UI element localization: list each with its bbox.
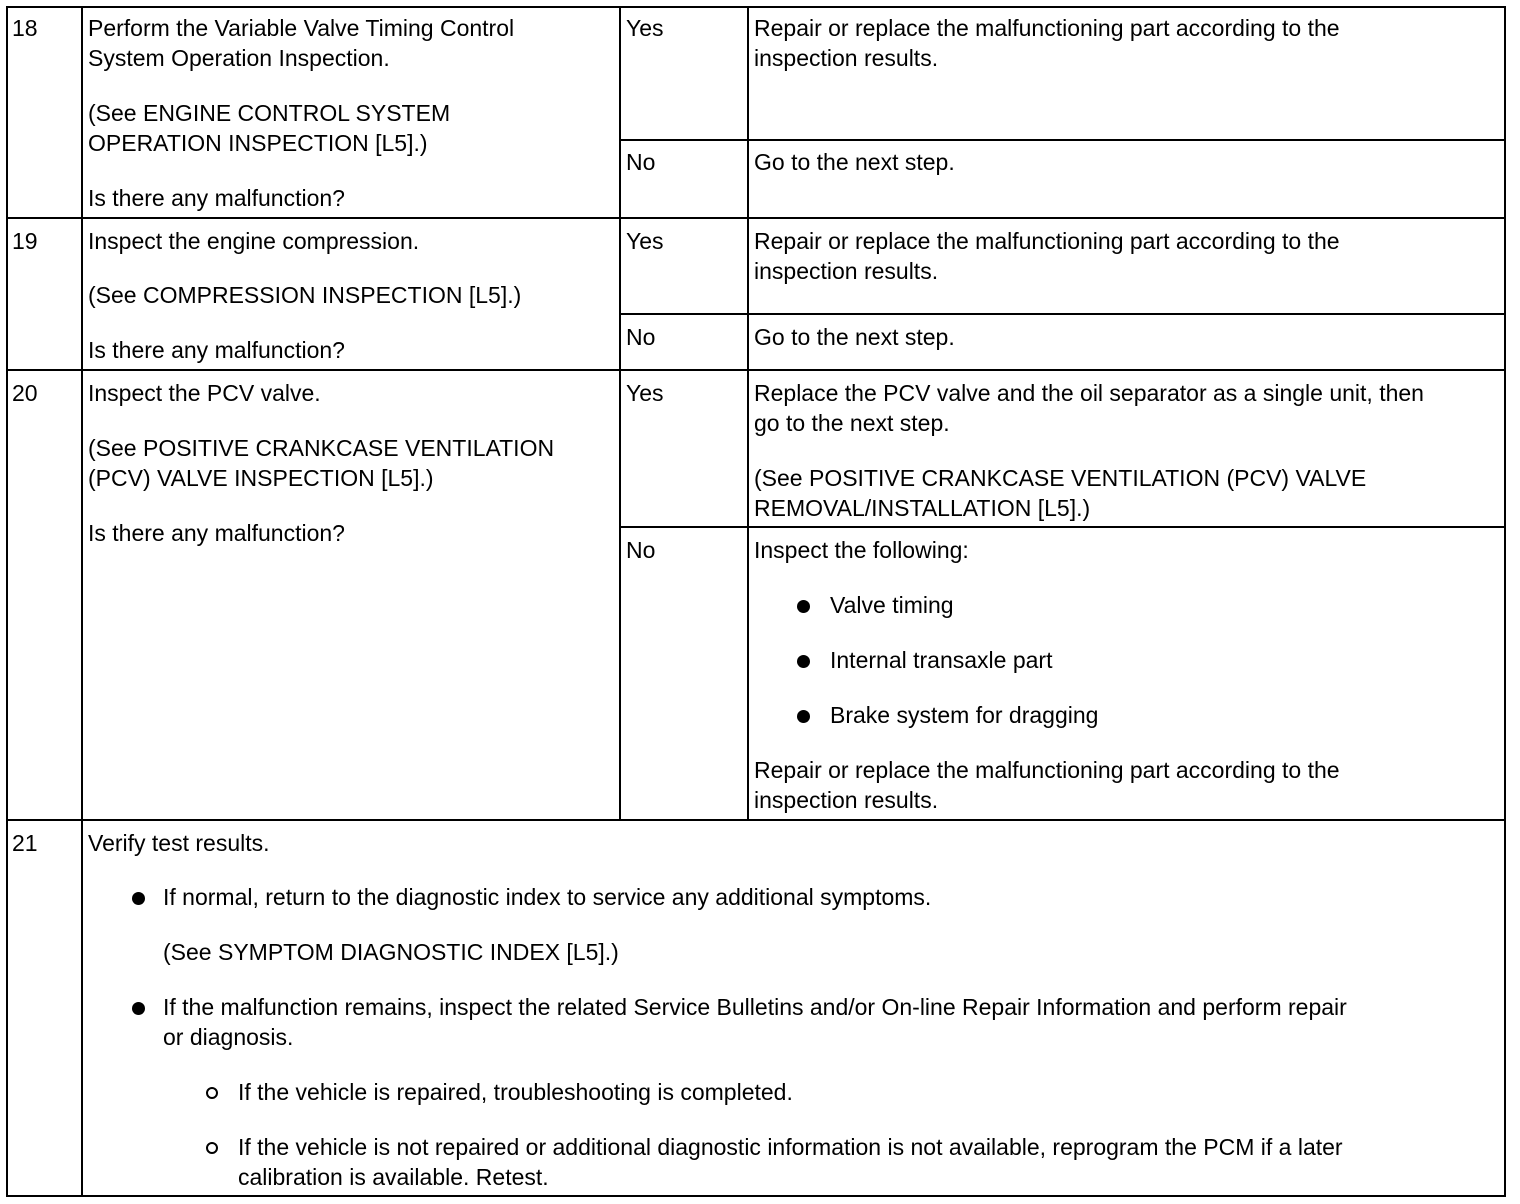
yes-no-divider (620, 139, 1506, 141)
step-action-line: Inspect the engine compression. (88, 228, 420, 254)
no-result-line: Go to the next step. (754, 324, 955, 350)
no-result-line: inspection results. (754, 787, 939, 813)
no-result-line: Go to the next step. (754, 149, 955, 175)
step-number: 21 (12, 830, 38, 856)
step-reference: (See POSITIVE CRANKCASE VENTILATION (88, 435, 555, 461)
bullet-icon (797, 655, 810, 668)
step-question: Is there any malfunction? (88, 520, 345, 546)
yes-label: Yes (626, 228, 664, 254)
step-action-line: Inspect the PCV valve. (88, 380, 321, 406)
step-reference: (See COMPRESSION INSPECTION [L5].) (88, 282, 522, 308)
bullet-icon (132, 892, 145, 905)
yes-result-line: inspection results. (754, 45, 939, 71)
step-reference: (See SYMPTOM DIAGNOSTIC INDEX [L5].) (163, 939, 619, 965)
row-divider (6, 217, 1506, 219)
step-action-line: Perform the Variable Valve Timing Control (88, 15, 515, 41)
no-label: No (626, 324, 656, 350)
verify-bullet: If the malfunction remains, inspect the related Service Bulletins and/or On-line Repair Information and perform repair (163, 994, 1347, 1020)
step-number: 19 (12, 228, 38, 254)
column-divider (81, 6, 83, 1196)
column-divider (747, 6, 749, 820)
verify-sub-bullet: If the vehicle is not repaired or additional diagnostic information is not available, reprogram the PCM if a later (238, 1134, 1343, 1160)
inspection-item: Brake system for dragging (830, 702, 1099, 728)
yes-reference: REMOVAL/INSTALLATION [L5].) (754, 495, 1091, 521)
verify-sub-bullet: If the vehicle is repaired, troubleshooting is completed. (238, 1079, 793, 1105)
yes-label: Yes (626, 15, 664, 41)
yes-result-line: go to the next step. (754, 410, 950, 436)
verify-bullet: or diagnosis. (163, 1024, 294, 1050)
no-result-line: Repair or replace the malfunctioning part according to the (754, 757, 1340, 783)
sub-bullet-icon (206, 1087, 218, 1099)
yes-reference: (See POSITIVE CRANKCASE VENTILATION (PCV) VALVE (754, 465, 1367, 491)
row-divider (6, 819, 1506, 821)
verify-bullet: If normal, return to the diagnostic index to service any additional symptoms. (163, 884, 932, 910)
no-intro: Inspect the following: (754, 537, 969, 563)
yes-result-line: Repair or replace the malfunctioning part according to the (754, 15, 1340, 41)
step-question: Is there any malfunction? (88, 185, 345, 211)
step-reference: OPERATION INSPECTION [L5].) (88, 130, 428, 156)
step-number: 20 (12, 380, 38, 406)
step-reference: (See ENGINE CONTROL SYSTEM (88, 100, 451, 126)
inspection-item: Valve timing (830, 592, 954, 618)
yes-label: Yes (626, 380, 664, 406)
yes-result-line: inspection results. (754, 258, 939, 284)
step-action-line: System Operation Inspection. (88, 45, 390, 71)
step-number: 18 (12, 15, 38, 41)
row-divider (6, 369, 1506, 371)
yes-result-line: Replace the PCV valve and the oil separator as a single unit, then (754, 380, 1424, 406)
sub-bullet-icon (206, 1142, 218, 1154)
verify-sub-bullet: calibration is available. Retest. (238, 1164, 549, 1190)
column-divider (619, 6, 621, 820)
step-reference: (PCV) VALVE INSPECTION [L5].) (88, 465, 434, 491)
no-label: No (626, 537, 656, 563)
yes-no-divider (620, 526, 1506, 528)
bullet-icon (797, 600, 810, 613)
yes-result-line: Repair or replace the malfunctioning part according to the (754, 228, 1340, 254)
step-action-line: Verify test results. (88, 830, 270, 856)
yes-no-divider (620, 313, 1506, 315)
bullet-icon (132, 1002, 145, 1015)
bullet-icon (797, 710, 810, 723)
inspection-item: Internal transaxle part (830, 647, 1053, 673)
step-question: Is there any malfunction? (88, 337, 345, 363)
no-label: No (626, 149, 656, 175)
